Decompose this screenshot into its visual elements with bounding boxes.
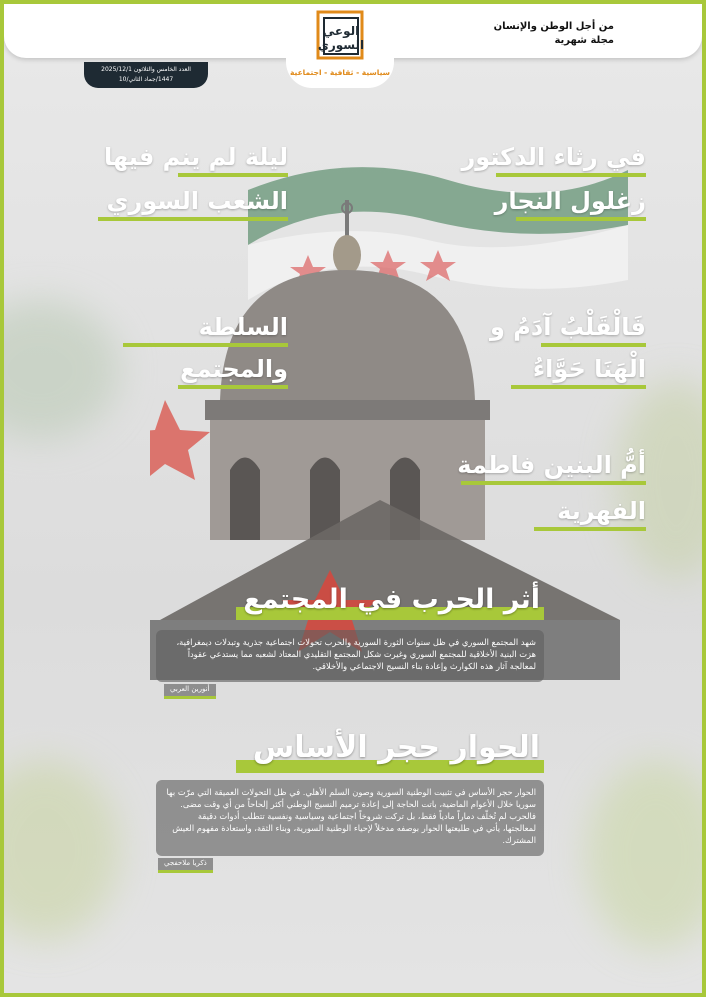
- magazine-tagline: [494, 20, 614, 48]
- headline-rithaa[interactable]: [461, 142, 646, 216]
- tagline-line: من أجل الوطن والإنسان: [493, 21, 614, 32]
- logo-text: الوعي السوري: [317, 24, 365, 52]
- headline-line: ليلة لم ينم فيها: [103, 143, 288, 171]
- article-summary: الحوار حجر الأساس في تثبيت الوطنية السورية وصون السلم الأهلي. في ظل التحولات العميقة التي مرّت بها سوريا خلال الأعوام الماضية، باتت الحاجة إلى إعادة ترميم النسيج الوطني أكثر إلحاحاً من أي وقت مضى. فالحرب لم تُخلّف دماراً مادياً فقط، بل تركت شروخاً اجتماعية وسياسية ونفسية تتطلب أدوات دقيقة لمعالجتها، يأتي في طليعتها الحوار بوصفه مدخلاً لإحياء الوطنية السورية، وبناء الثقة، واستعادة مفهوم العيش المشترك.: [156, 780, 544, 856]
- article-title[interactable]: الحوار حجر الأساس: [252, 730, 540, 765]
- headline-line: في رثاء الدكتور: [461, 143, 646, 171]
- issue-info-badge: [84, 62, 208, 88]
- article-author: ذكريا ملاحفجي: [158, 858, 213, 873]
- headline-heart[interactable]: [490, 312, 646, 384]
- headline-fatima[interactable]: [457, 450, 646, 526]
- headline-line: الْهَنَا حَوَّاءُ: [490, 354, 646, 384]
- headline-line: أمُّ البنين فاطمة: [457, 451, 646, 479]
- headline-line: الفهرية: [457, 496, 646, 526]
- logo-subtitle: سياسية - ثقافية - اجتماعية: [289, 68, 391, 77]
- headline-line: زغلول النجار: [461, 186, 646, 216]
- article-summary: شهد المجتمع السوري في ظل سنوات الثورة السورية والحرب تحولات اجتماعية جذرية وتبدلات ديمغرافية، هزت البنية الأخلاقية للمجتمع السوري وغيرت شكل المجتمع التقليدي المعتاد لشعبه مما يستدعي عقوداً لمعالجة آثار هذه الكوارث وإعادة بناء النسيج الاجتماعي والأخلاقي.: [156, 630, 544, 682]
- article-title[interactable]: أثر الحرب في المجتمع: [243, 584, 540, 615]
- tagline-line: مجلة شهرية: [554, 35, 614, 46]
- headline-authority[interactable]: [180, 312, 288, 384]
- issue-date: 1447/جماد الثاني/10: [118, 76, 174, 83]
- headline-night[interactable]: [104, 142, 288, 216]
- magazine-logo: [286, 4, 394, 88]
- headline-line: السلطة: [180, 312, 288, 342]
- article-author: أنورين العربي: [164, 684, 216, 699]
- headline-line: والمجتمع: [180, 355, 288, 383]
- headline-line: الشعب السوري: [104, 186, 288, 216]
- issue-number: العدد الخامس والثلاثون 2025/12/1: [101, 66, 191, 73]
- headline-line: فَالْقَلْبُ آدَمُ و: [490, 313, 646, 341]
